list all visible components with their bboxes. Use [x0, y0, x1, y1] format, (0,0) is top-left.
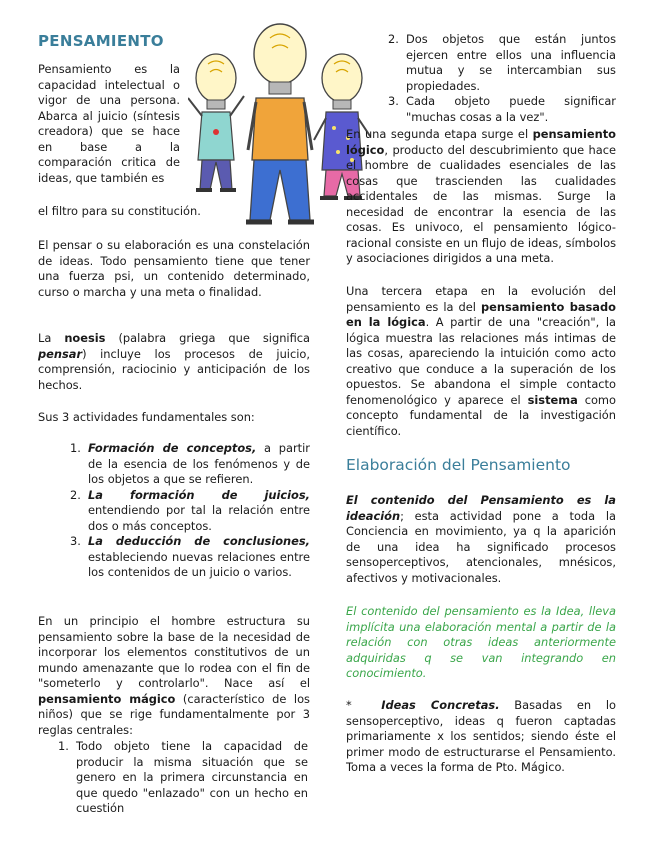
noesis-paragraph — [38, 331, 310, 393]
noesis-term: noesis — [64, 331, 106, 345]
rule-item — [58, 739, 308, 817]
logic-suffix: como concepto fundamental de la investigación científico. — [346, 392, 616, 438]
ideation-text: ; esta actividad pone a toda la Conciencia en movimiento, ya q la aparición de una idea ha significado procesos sensoperceptivos, atencionales, mnésicos, afectivos y motivacionales. — [346, 508, 616, 585]
magic-thought-paragraph — [38, 614, 310, 738]
rule-number: 1. — [58, 739, 69, 753]
magic-text: En un principio el hombre estructura su pensamiento sobre la base de la necesidad de incorporar los elementos constitutivos de un mundo amenazante que lo rodea con el fin de "someterlo y controlarlo". Nace así el — [38, 614, 310, 690]
activity-text: entendiendo por tal la relación entre dos o más conceptos. — [88, 503, 310, 533]
magic-suffix: (característico de los niños) que se rige fundamentalmente por 3 reglas centrales: — [38, 691, 310, 737]
activity-item — [70, 441, 310, 488]
noesis-prefix: La — [38, 331, 65, 345]
rule-number: 3. — [388, 94, 399, 108]
rules-list-part1 — [58, 739, 308, 817]
logical-term: pensamiento lógico — [346, 127, 616, 157]
idea-note-green: El contenido del pensamiento es la Idea, lleva implícita una elaboración mental a partir de la relación con otras ideas anteriormente adquiridas q se van integrando en conocimiento. — [346, 604, 616, 680]
section-heading: Elaboración del Pensamiento — [346, 456, 571, 474]
activity-lead: La formación de juicios, — [88, 487, 310, 502]
noesis-middle: (palabra griega que significa — [105, 331, 311, 345]
rule-text: Todo objeto tiene la capacidad de producir la misma situación que se genero en la primera circunstancia en que quedo "enlazado" con un hecho en cuestión — [76, 739, 308, 815]
ideation-lead: El contenido del Pensamiento es la ideación — [346, 493, 616, 523]
noesis-suffix: ) incluye los procesos de juicio, comprensión, raciocinio y anticipación de los hechos. — [38, 346, 310, 392]
pensar-term: pensar — [38, 346, 83, 361]
rule-text: Cada objeto puede significar "muchas cosas a la vez". — [406, 94, 616, 124]
rule-number: 2. — [388, 32, 399, 46]
ideation-paragraph — [346, 493, 616, 586]
logic-middle: . A partir de una "creación", la lógica muestra las relaciones más intimas de las cosas, apareciendo la intuición como acto creativo que conduce a la superación de los opuestos. Se abandona el simple contacto fenomenológico y aparece el — [346, 315, 617, 407]
activities-intro: Sus 3 actividades fundamentales son: — [38, 410, 255, 424]
activity-item — [70, 534, 310, 581]
concrete-ideas-paragraph — [346, 698, 616, 776]
concrete-text: Basadas en lo sensoperceptivo, ideas q fueron captadas primariamente x los sentidos; siendo éste el primer modo de estructurarse el Pensamiento. Toma a veces la forma de Pto. Mágico. — [346, 698, 616, 774]
constellation-paragraph: El pensar o su elaboración es una constelación de ideas. Todo pensamiento tiene que tener una fuerza psi, un contenido determinado, curso o marcha y una meta o finalidad. — [38, 238, 310, 299]
activity-lead: La deducción de conclusiones, — [88, 534, 310, 548]
rule-item — [388, 32, 616, 94]
logical-thought-paragraph — [346, 127, 616, 267]
logic-prefix: Una tercera etapa en la evolución del pensamiento es la del — [346, 284, 616, 314]
left-bulb-figure — [188, 54, 244, 190]
activity-number: 2. — [70, 487, 81, 502]
magic-term: pensamiento mágico — [38, 691, 176, 706]
rule-item — [388, 94, 616, 125]
activities-list — [70, 441, 310, 581]
intro-tail: el filtro para su constitución. — [38, 204, 201, 218]
activity-text: estableciendo nuevas relaciones entre los contenidos de un juicio o varios. — [88, 549, 310, 579]
system-term: sistema — [527, 392, 578, 407]
logic-based-paragraph — [346, 284, 616, 439]
intro-paragraph: Pensamiento es la capacidad intelectual o vigor de una persona. Abarca al juicio (síntesis creadora) que se hace en base a la comparación critica de ideas, que también es — [38, 62, 180, 185]
page-title: PENSAMIENTO — [38, 32, 164, 50]
middle-bulb-figure — [246, 24, 314, 222]
concrete-bullet: * — [346, 698, 352, 712]
rules-list-part2 — [388, 32, 616, 125]
activity-number: 1. — [70, 441, 81, 455]
activity-lead: Formación de conceptos, — [88, 441, 257, 455]
rule-text: Dos objetos que están juntos ejercen entre ellos una influencia mutua y se intercambian sus propiedades. — [406, 32, 616, 93]
logic-term: pensamiento basado en la lógica — [346, 299, 616, 329]
concrete-lead: Ideas Concretas. — [381, 698, 500, 712]
logical-suffix: , producto del descubrimiento que hace el hombre de cualidades esenciales de las cosas que trascienden las cualidades accidentales de las mismas. Surge la necesidad de encontrar la esencia de las cosas. Es univoco, el pensamiento lógico-racional consiste en un flujo de ideas, símbolos y asociaciones dirigidos a una meta. — [346, 142, 616, 265]
activity-item — [70, 487, 310, 535]
logical-prefix: En una segunda etapa surge el — [346, 127, 533, 141]
activity-number: 3. — [70, 534, 81, 548]
activity-text: a partir de la esencia de los fenómenos y de los objetos a que se refieren. — [88, 441, 310, 486]
